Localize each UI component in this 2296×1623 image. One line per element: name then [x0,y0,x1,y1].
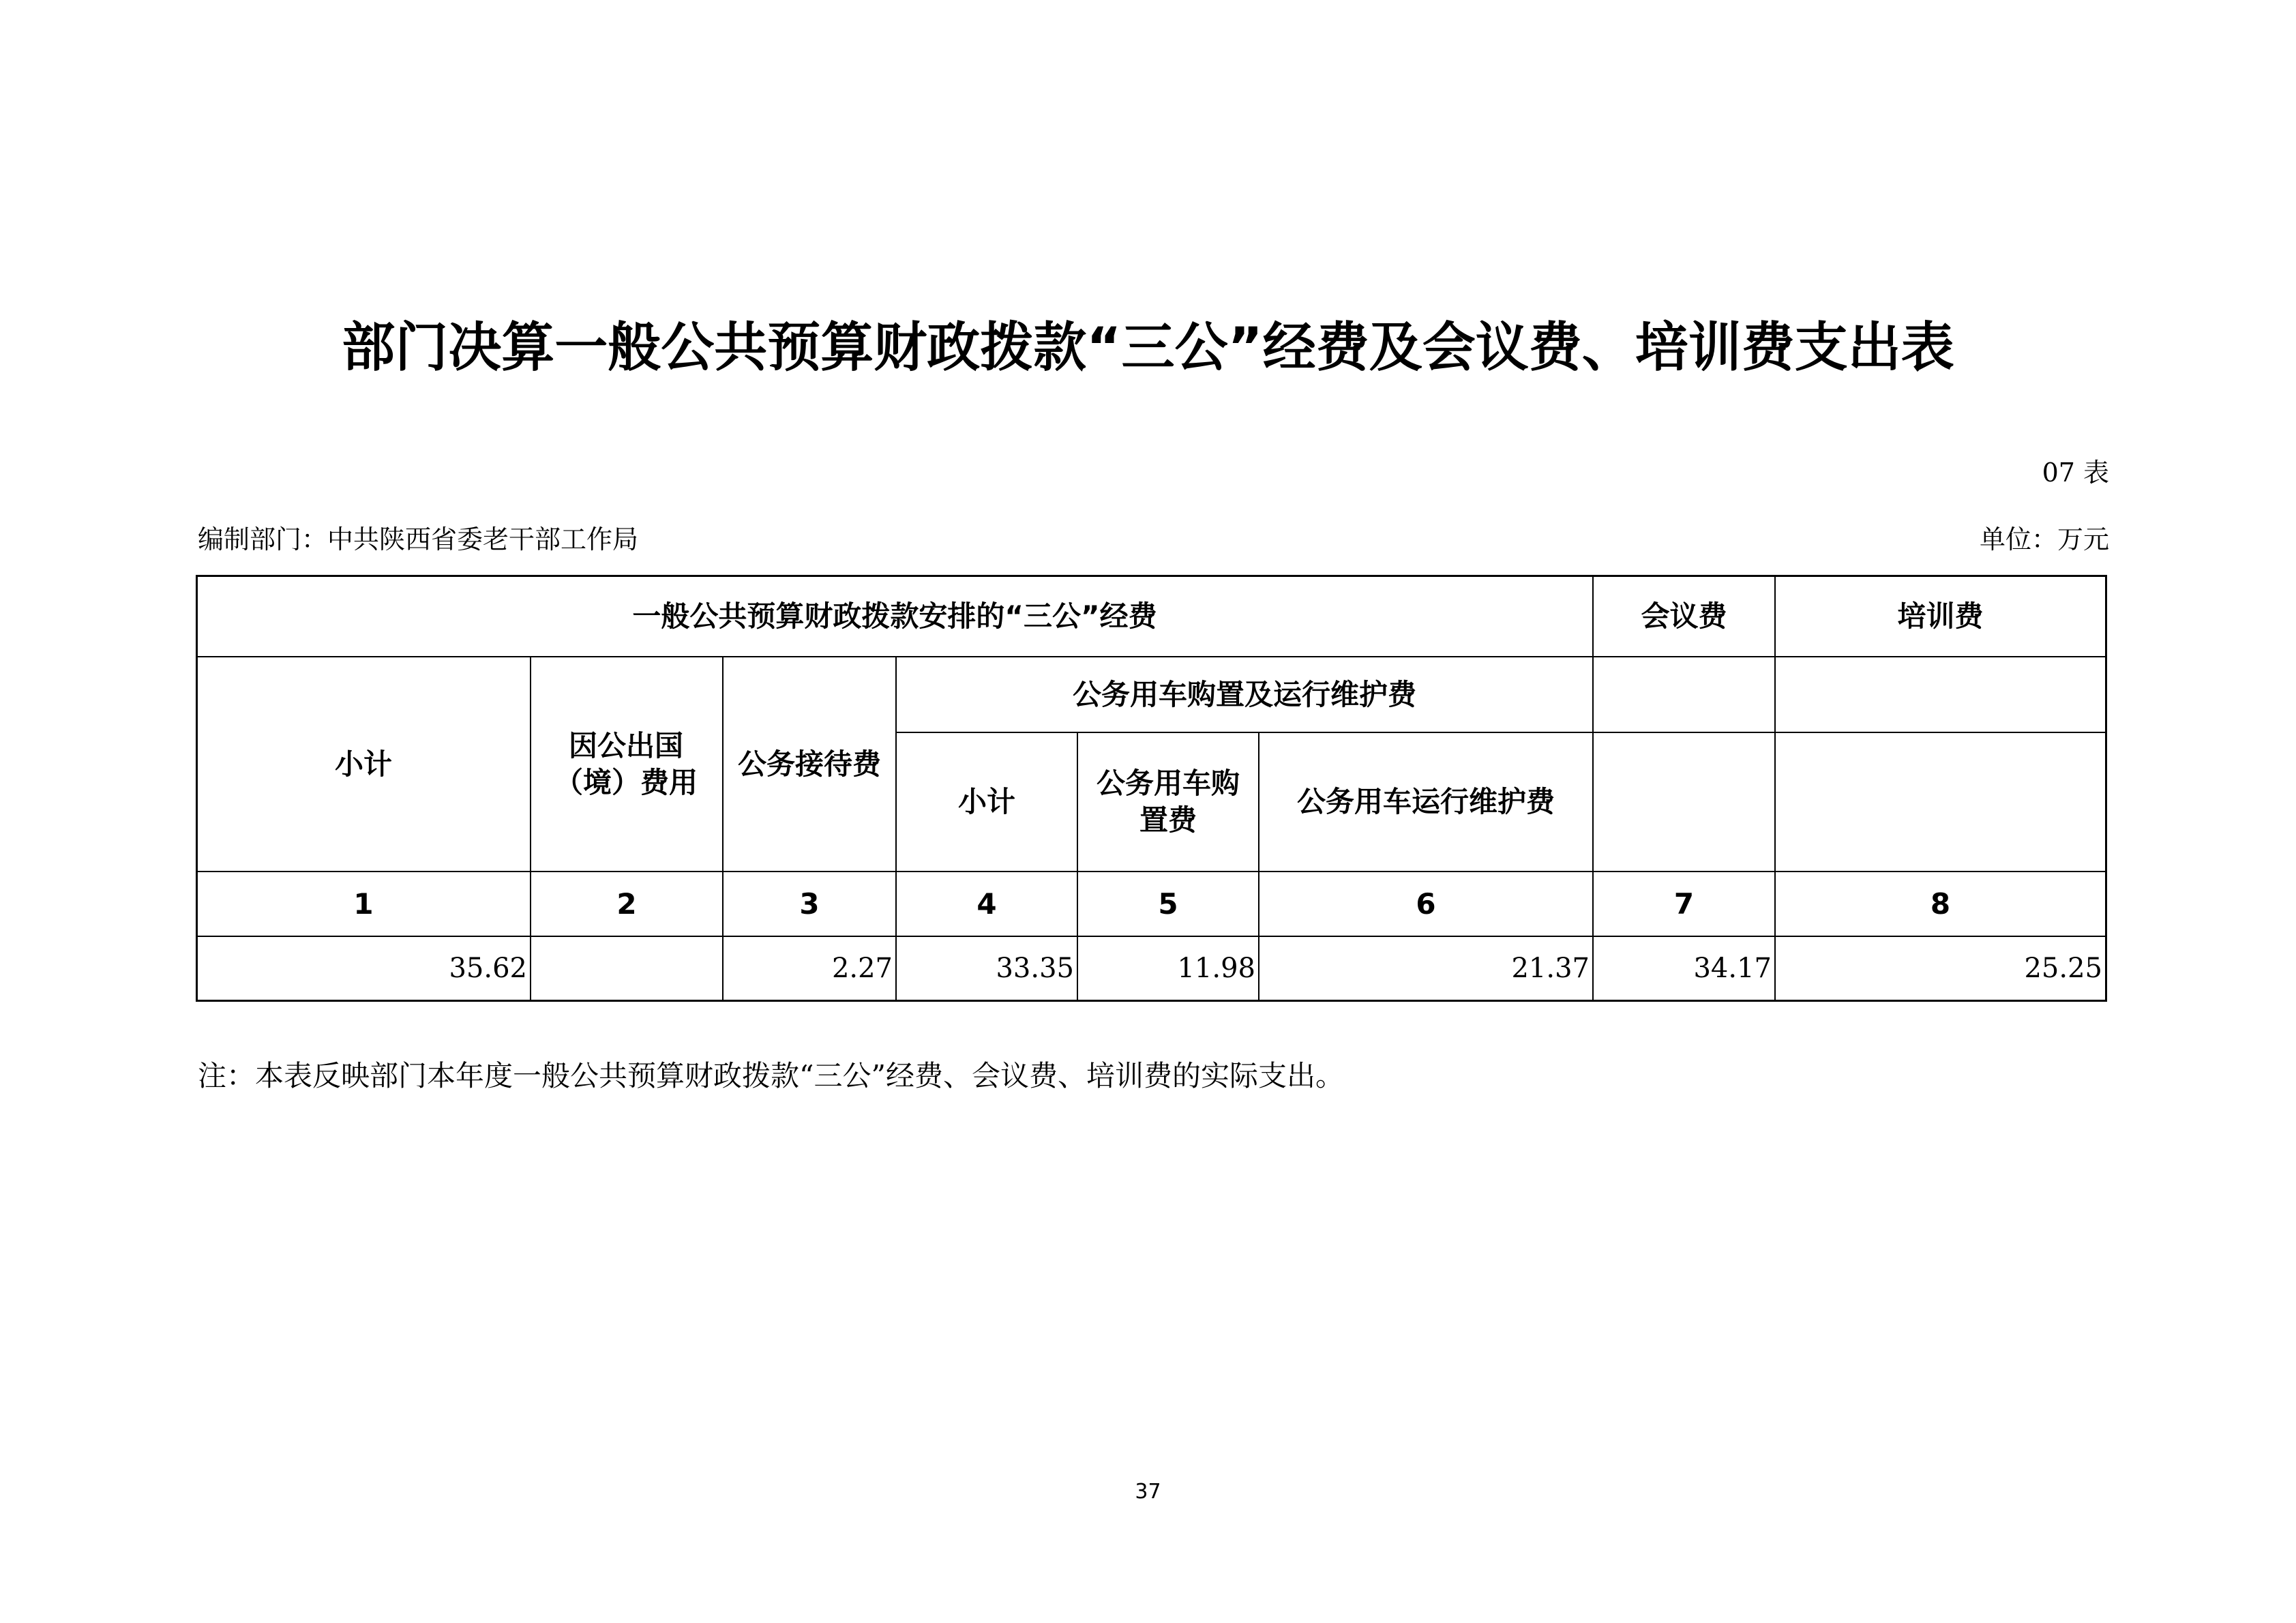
header-vehicle-group: 公务用车购置及运行维护费 [1072,677,1416,711]
unit-label: 单位：万元 [1979,524,2109,554]
col-number: 3 [799,887,820,921]
value-meeting: 34.17 [1693,953,1772,984]
header-meeting-fee: 会议费 [1641,599,1727,633]
value-abroad [531,937,722,1000]
value-subtotal: 35.62 [449,953,527,984]
col-number: 1 [353,887,374,921]
header-three-public-group: 一般公共预算财政拨款安排的“三公”经费 [632,599,1157,633]
compiling-department: 编制部门：中共陕西省委老干部工作局 [198,524,639,554]
header-vehicle-maintenance: 公务用车运行维护费 [1296,785,1555,818]
value-reception: 2.27 [831,953,893,984]
col-number: 8 [1930,887,1951,921]
col-number: 7 [1673,887,1695,921]
col-number: 6 [1416,887,1436,921]
col-number: 2 [616,887,637,921]
header-abroad-fee: 因公出国（境）费用 [554,728,698,799]
table-note: 注：本表反映部门本年度一般公共预算财政拨款“三公”经费、会议费、培训费的实际支出。 [198,1059,1344,1092]
header-vehicle-subtotal: 小计 [957,785,1015,818]
header-reception-fee: 公务接待费 [737,747,881,781]
page-title: 部门决算一般公共预算财政拨款“三公”经费及会议费、培训费支出表 [342,317,1954,378]
header-training-fee: 培训费 [1897,599,1984,633]
value-vehicle-purchase: 11.98 [1177,953,1255,984]
value-vehicle-subtotal: 33.35 [996,953,1074,984]
page-number: 37 [1135,1480,1161,1504]
col-number: 5 [1158,887,1178,921]
expenditure-table [196,575,2107,1002]
table-number: 07 表 [2042,458,2109,488]
col-number: 4 [976,887,997,921]
header-vehicle-purchase: 公务用车购置费 [1096,766,1240,837]
value-vehicle-maintenance: 21.37 [1511,953,1590,984]
header-subtotal: 小计 [334,747,392,781]
value-training: 25.25 [2024,953,2102,984]
